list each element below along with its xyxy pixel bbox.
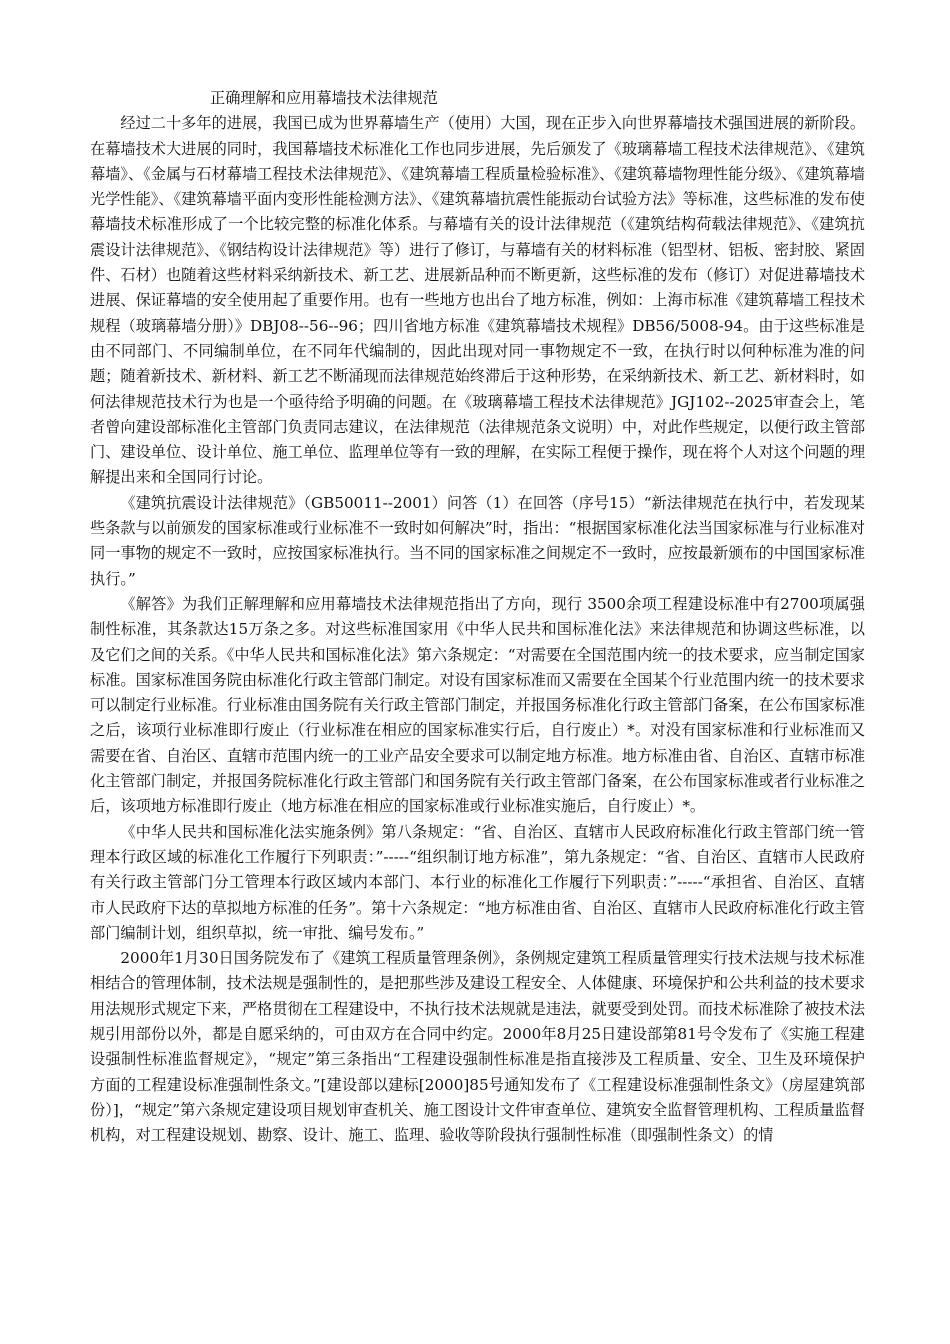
paragraph-3: 《解答》为我们正解理解和应用幕墙技术法律规范指出了方向，现行 3500余项工程建设标准中有2700项属强制性标准，其条款达15万条之多。对这些标准国家用《中华人民共和国标准化法》来法律规范和协调这些标准，以及它们之间的关系。《中华人民共和国标准化法》第六条规定：“对需要在全国范围内统一的技术要求，应当制定国家标准。国家标准国务院由标准化行政主管部门制定。对设有国家标准而又需要在全国某个行业范围内统一的技术要求可以制定行业标准。行业标准由国务院有关行政主管部门制定，并报国务标准化行政主管部门备案，在公布国家标准之后，该项行业标准即行废止（行业标准在相应的国家标准实行后，自行废止）*。对没有国家标准和行业标准而又需要在省、自治区、直辖市范围内统一的工业产品安全要求可以制定地方标准。地方标准由省、自治区、直辖市标准化主管部门制定，并报国务院标准化行政主管部门和国务院有关行政主管部门备案，在公布国家标准或者行业标准之后，该项地方标准即行废止（地方标准在相应的国家标准或行业标准实施后，自行废止）*。 <box>90 594 865 816</box>
paragraph-4: 《中华人民共和国标准化法实施条例》第八条规定：“省、自治区、直辖市人民政府标准化行政主管部门统一管理本行政区域的标准化工作履行下列职责：”-----“组织制订地方标准”，第九条规定：“省、自治区、直辖市人民政府有关行政主管部门分工管理本行政区域内本部门、本行业的标准化工作履行下列职责：”-----“承担省、自治区、直辖市人民政府下达的草拟地方标准的任务”。第十六条规定：“地方标准由省、自治区、直辖市人民政府标准化行政主管部门编制计划，组织草拟，统一审批、编号发布。” <box>90 822 865 942</box>
paragraph-2: 《建筑抗震设计法律规范》（GB50011--2001）问答（1）在回答（序号15）“新法律规范在执行中，若发现某些条款与以前颁发的国家标准或行业标准不一致时如何解决”时，指出：“根据国家标准化法当国家标准与行业标准对同一事物的规定不一致时，应按国家标准执行。当不同的国家标准之间规定不一致时，应按最新颁布的中国国家标准执行。” <box>90 493 865 588</box>
paragraph-5: 2000年1月30日国务院发布了《建筑工程质量管理条例》，条例规定建筑工程质量管理实行技术法规与技术标准相结合的管理体制，技术法规是强制性的，是把那些涉及建设工程安全、人体健康、环境保护和公共利益的技术要求用法规形式规定下来，严格贯彻在工程建设中，不执行技术法规就是违法，就要受到处罚。而技术标准除了被技术法规引用部份以外，都是自愿采纳的，可由双方在合同中约定。2000年8月25日建设部第81号令发布了《实施工程建设强制性标准监督规定》，“规定”第三条指出“工程建设强制性标准是指直接涉及工程质量、安全、卫生及环境保护方面的工程建设标准强制性条文。”[建设部以建标[2000]85号通知发布了《工程建设标准强制性条文》（房屋建筑部份）]，“规定”第六条规定建设项目规划审查机关、施工图设计文件审查单位、建筑安全监督管理机构、工程质量监督机构，对工程建设规划、勘察、设计、施工、监理、验收等阶段执行强制性标准（即强制性条文）的情 <box>90 949 865 1145</box>
document-title: 正确理解和应用幕墙技术法律规范 <box>210 89 438 107</box>
paragraph-1: 经过二十多年的进展，我国已成为世界幕墙生产（使用）大国，现在正步入向世界幕墙技术强国进展的新阶段。在幕墙技术大进展的同时，我国幕墙技术标准化工作也同步进展，先后颁发了《玻璃幕墙工程技术法律规范》、《建筑幕墙》、《金属与石材幕墙工程技术法律规范》、《建筑幕墙工程质量检验标准》、《建筑幕墙物理性能分级》、《建筑幕墙光学性能》、《建筑幕墙平面内变形性能检测方法》、《建筑幕墙抗震性能振动台试验方法》等标准，这些标准的发布使幕墙技术标准形成了一个比较完整的标准化体系。与幕墙有关的设计法律规范（《建筑结构荷载法律规范》、《建筑抗震设计法律规范》、《钢结构设计法律规范》等）进行了修订，与幕墙有关的材料标准（铝型材、铝板、密封胶、紧固件、石材）也随着这些材料采纳新技术、新工艺、进展新品种而不断更新，这些标准的发布（修订）对促进幕墙技术进展、保证幕墙的安全使用起了重要作用。也有一些地方也出台了地方标准，例如：上海市标准《建筑幕墙工程技术规程（玻璃幕墙分册）》DBJ08--56--96；四川省地方标准《建筑幕墙技术规程》DB56/5008-94。由于这些标准是由不同部门、不同编制单位，在不同年代编制的，因此出现对同一事物规定不一致，在执行时以何种标准为准的问题；随着新技术、新材料、新工艺不断涌现而法律规范始终滞后于这种形势，在采纳新技术、新工艺、新材料时，如何法律规范技术行为也是一个亟待给予明确的问题。在《玻璃幕墙工程技术法律规范》JGJ102--2025审查会上，笔者曾向建设部标准化主管部门负责同志建议，在法律规范（法律规范条文说明）中，对此作些规定，以便行政主管部门、建设单位、设计单位、施工单位、监理单位等有一致的理解，在实际工程便于操作，现在将个人对这个问题的理解提出来和全国同行讨论。 <box>90 114 865 487</box>
document-page <box>90 86 865 1148</box>
